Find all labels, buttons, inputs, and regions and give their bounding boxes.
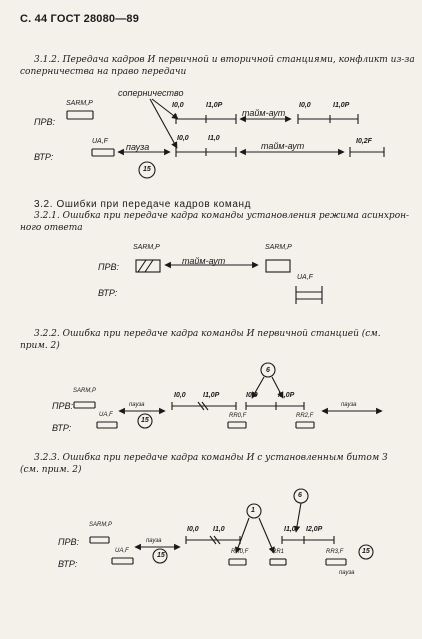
frame-i10-label: I1,0 — [208, 135, 220, 142]
diagram-3-1-2 — [67, 99, 384, 178]
frame-i00-label: I0,0 — [172, 102, 184, 109]
sarm-label: SARM,P — [89, 522, 113, 528]
section-3-1-2-line1: 3.1.2. Передача кадров И первичной и вторичной станциями, конфликт из-за — [34, 55, 415, 65]
pause-label: пауза — [129, 402, 145, 408]
ua-label: UA,F — [99, 412, 113, 418]
pause-label: пауза — [339, 570, 355, 576]
frame-i10-label: I1,0 — [284, 526, 296, 533]
prv-label: ПРВ: — [98, 262, 120, 272]
section-3-2-2-line1: 3.2.2. Ошибка при передаче кадра команды И первичной станцией (см. — [34, 329, 381, 339]
section-3-2-1-line1: 3.2.1. Ошибка при передаче кадра команды установления режима асинхрон- — [34, 211, 410, 221]
timeout-label: тайм-аут — [182, 256, 226, 266]
diagram-3-2-3 — [90, 489, 373, 565]
rr3f-label: RR3,F — [326, 549, 344, 555]
vtr-label: ВТР: — [34, 152, 54, 162]
vtr-label: ВТР: — [98, 288, 118, 298]
frame-i10p-label: I1,0P — [333, 102, 350, 109]
vtr-label: ВТР: — [52, 423, 72, 433]
frame-i00-label: I0,0 — [246, 392, 258, 399]
prv-label: ПРВ: — [52, 401, 74, 411]
circle-number: 15 — [362, 548, 370, 555]
frame-i00-label: I0,0 — [177, 135, 189, 142]
contention-label: соперничество — [118, 88, 184, 98]
circle-number: 15 — [143, 166, 151, 173]
prv-label: ПРВ: — [58, 537, 80, 547]
section-3-1-2-line2: соперничества на право передачи — [20, 67, 187, 77]
circle-number: 6 — [298, 492, 302, 499]
sarm-label: SARM,P — [265, 244, 292, 251]
vtr-label: ВТР: — [58, 559, 78, 569]
section-3-2-3-line1: 3.2.3. Ошибка при передаче кадра команды И с установленным битом З — [34, 453, 388, 463]
rr0f-label: RR0,F — [229, 413, 247, 419]
page-header: С. 44 ГОСТ 28080—89 — [20, 13, 140, 25]
prv-label: ПРВ: — [34, 117, 56, 127]
sarm-label: SARM,P — [66, 100, 93, 107]
section-3-2-1-line2: ного ответа — [20, 223, 83, 233]
section-3-2-2-line2: прим. 2) — [20, 341, 60, 351]
pause-label: пауза — [341, 402, 357, 408]
ua-label: UA,F — [297, 274, 313, 281]
section-3-2-3-line2: (см. прим. 2) — [20, 465, 82, 475]
rr1-label: RR1 — [272, 549, 285, 555]
circle-number: 15 — [141, 417, 149, 424]
timeout-label: тайм-аут — [242, 108, 286, 118]
frame-i20p-label: I2,0P — [306, 526, 323, 533]
circle-number: 6 — [266, 367, 270, 374]
circle-number: 1 — [251, 507, 255, 514]
frame-i00-label: I0,0 — [299, 102, 311, 109]
pause-label: пауза — [146, 538, 162, 544]
ua-label: UA,F — [115, 548, 129, 554]
timeout-label: тайм-аут — [261, 141, 305, 151]
frame-i10p-label: I1,0P — [278, 392, 295, 399]
circle-number: 15 — [157, 552, 165, 559]
frame-i10p-label: I1,0P — [203, 392, 220, 399]
frame-i10p-label: I1,0P — [206, 102, 223, 109]
frame-i02f-label: I0,2F — [356, 138, 372, 145]
diagram-3-2-2 — [74, 363, 382, 428]
pause-label: пауза — [126, 142, 150, 152]
frame-i00-label: I0,0 — [174, 392, 186, 399]
sarm-label: SARM,P — [133, 244, 160, 251]
section-3-2-title: 3.2. Ошибки при передаче кадров команд — [34, 199, 252, 210]
sarm-label: SARM,P — [73, 388, 97, 394]
frame-i10-label: I1,0 — [213, 526, 225, 533]
frame-i00-label: I0,0 — [187, 526, 199, 533]
ua-label: UA,F — [92, 138, 108, 145]
diagram-3-2-1 — [136, 260, 322, 304]
rr2f-label: RR2,F — [296, 413, 314, 419]
rr0f-label: RR0,F — [231, 549, 249, 555]
